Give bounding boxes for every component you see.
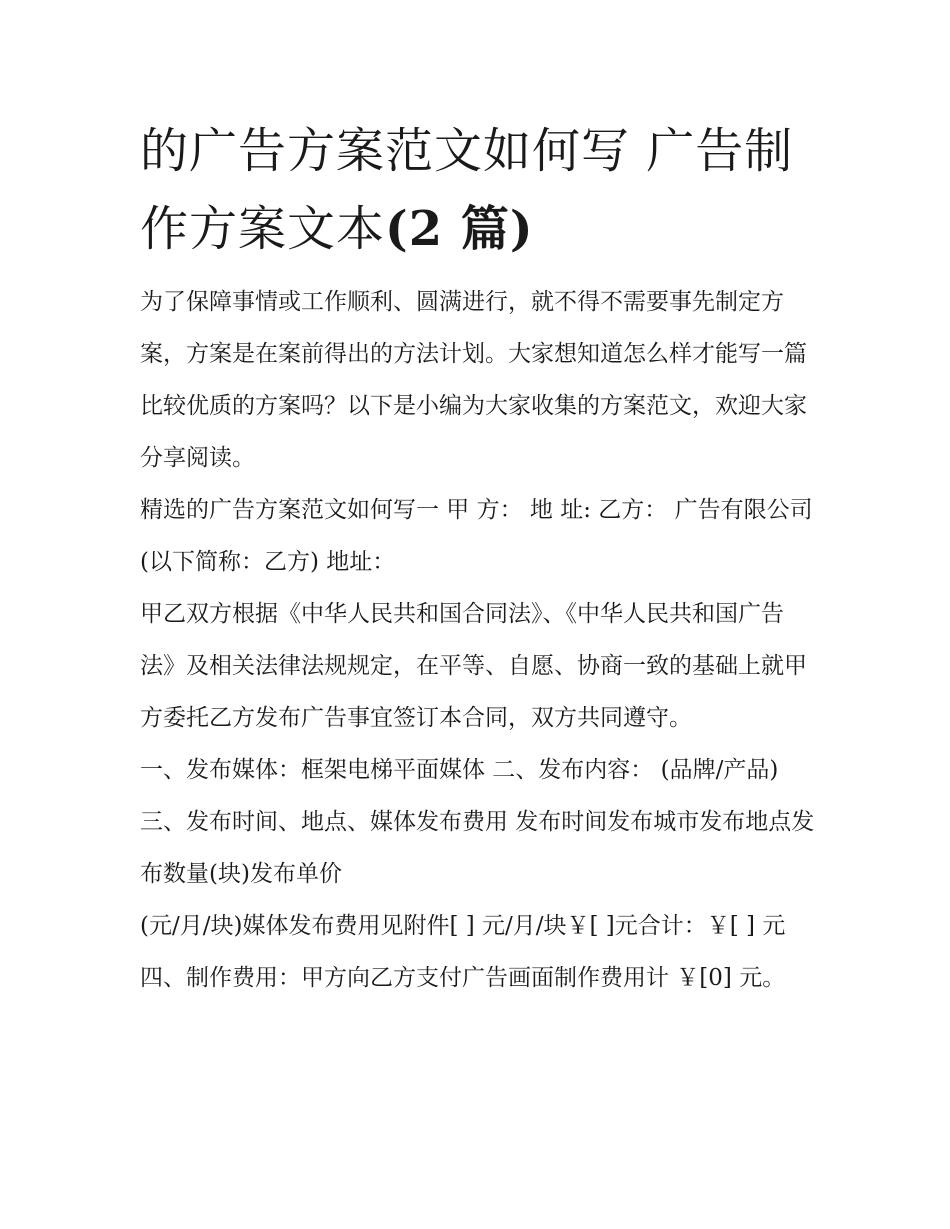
document-body	[140, 276, 815, 1004]
fees-paragraph: (元/月/块)媒体发布费用见附件[ ] 元/月/块￥[ ]元合计：￥[ ] 元 四、制作费用：甲方向乙方支付广告画面制作费用计 ￥[0] 元。	[140, 913, 786, 991]
title-count: (2 篇)	[385, 201, 534, 257]
document-title	[140, 112, 820, 268]
legal-basis-paragraph: 甲乙双方根据《中华人民共和国合同法》、《中华人民共和国广告法》及相关法律法规规定，在平等、自愿、协商一致的基础上就甲方委托乙方发布广告事宜签订本合同，双方共同遵守。	[140, 601, 807, 731]
intro-paragraph: 为了保障事情或工作顺利、圆满进行，就不得不需要事先制定方案，方案是在案前得出的方法计划。大家想知道怎么样才能写一篇比较优质的方案吗？以下是小编为大家收集的方案范文，欢迎大家分享阅读。	[140, 289, 807, 471]
title-text: 的广告方案范文如何写 广告制作方案文本	[140, 123, 794, 257]
parties-paragraph: 精选的广告方案范文如何写一 甲 方： 地 址: 乙方： 广告有限公司(以下简称：乙方) 地址：	[140, 497, 813, 575]
media-content-paragraph: 一、发布媒体：框架电梯平面媒体 二、发布内容： (品牌/产品) 三、发布时间、地点、媒体发布费用 发布时间发布城市发布地点发布数量(块)发布单价	[140, 757, 815, 887]
